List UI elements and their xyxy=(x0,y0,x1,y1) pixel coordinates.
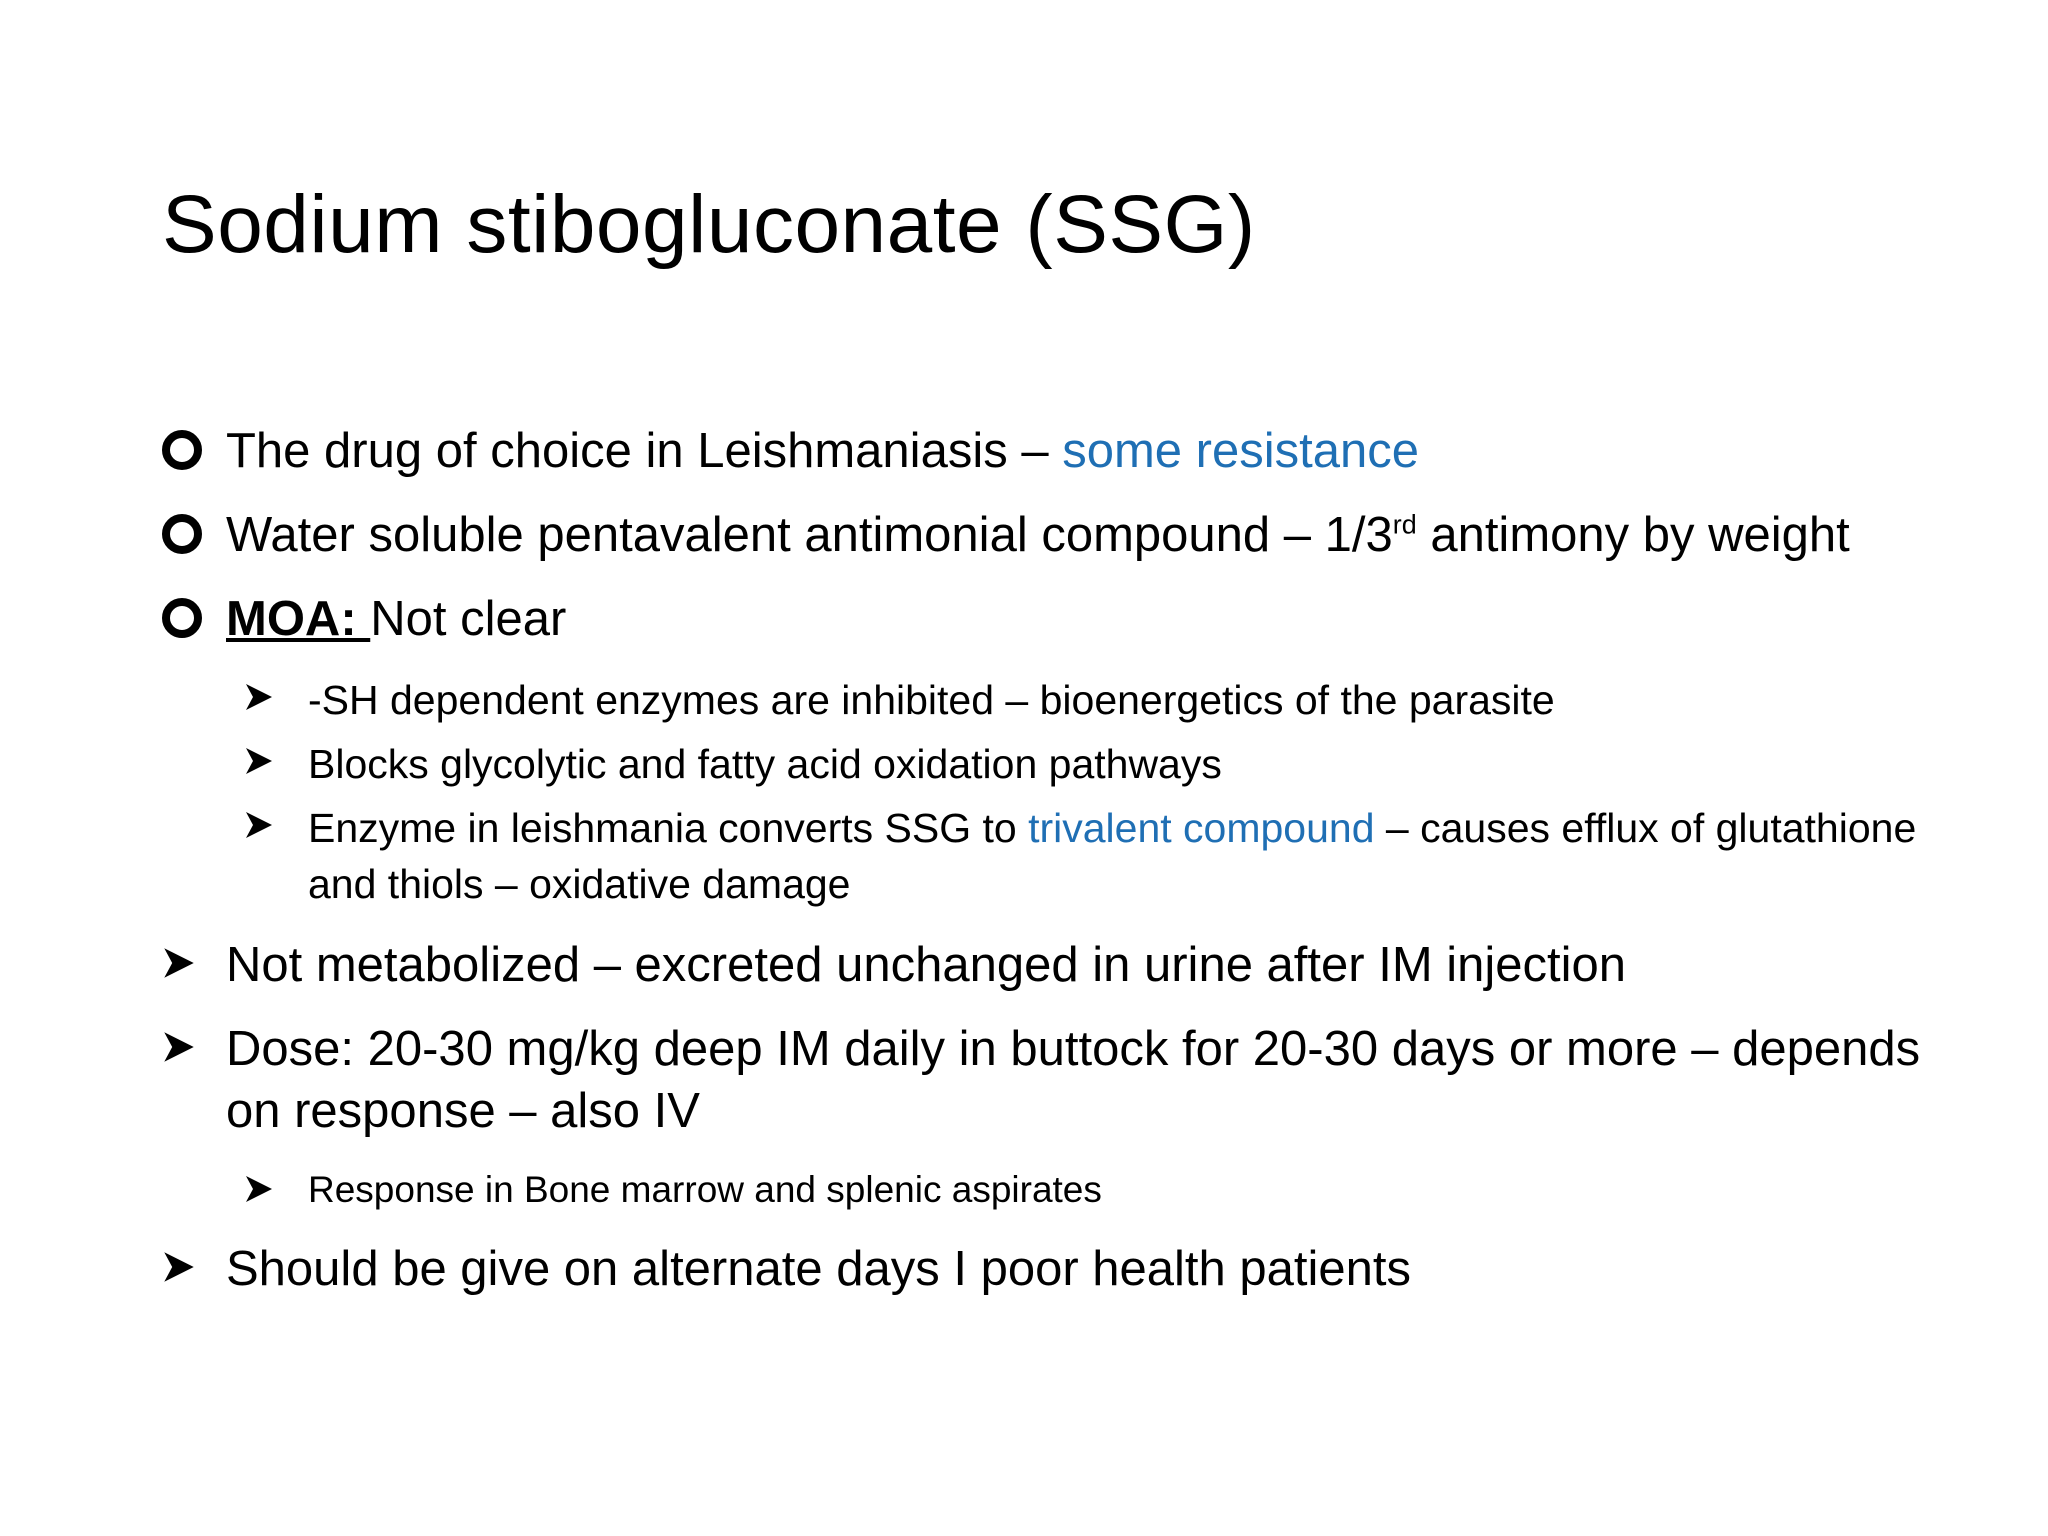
moa-label: MOA: xyxy=(226,592,371,646)
arrowhead-icon xyxy=(244,746,274,776)
sub-bullet-enzyme-converts xyxy=(244,800,1922,912)
slide-content xyxy=(162,420,1922,1322)
arrowhead-icon xyxy=(162,1250,196,1284)
arrowhead-icon xyxy=(244,1174,274,1204)
sub-bullet-response xyxy=(244,1164,1922,1216)
slide-title: Sodium stibogluconate (SSG) xyxy=(162,179,1256,270)
bullet-not-metabolized xyxy=(162,934,1922,996)
circle-outline-icon xyxy=(162,430,202,470)
sub-bullet-text: Response in Bone marrow and splenic aspirates xyxy=(308,1169,1102,1210)
arrowhead-icon xyxy=(162,946,196,980)
arrowhead-icon xyxy=(162,1030,196,1064)
sub-bullet-highlight: trivalent compound xyxy=(1028,805,1375,851)
circle-outline-icon xyxy=(162,598,202,638)
bullet-text: Should be give on alternate days I poor health patients xyxy=(226,1242,1411,1296)
bullet-water-soluble xyxy=(162,504,1922,566)
bullet-text: Water soluble pentavalent antimonial compound – 1/3 xyxy=(226,508,1393,562)
bullet-text: Not clear xyxy=(370,592,567,646)
superscript: rd xyxy=(1392,509,1417,540)
bullet-text: The drug of choice in Leishmaniasis – xyxy=(226,424,1063,478)
arrowhead-icon xyxy=(244,682,274,712)
bullet-text: Dose: 20-30 mg/kg deep IM daily in buttock for 20-30 days or more – depends on response – also IV xyxy=(226,1022,1921,1138)
sub-bullet-text: -SH dependent enzymes are inhibited – bioenergetics of the parasite xyxy=(308,677,1555,723)
sub-bullet-glycolytic xyxy=(244,736,1922,792)
bullet-dose xyxy=(162,1018,1922,1142)
arrowhead-icon xyxy=(244,810,274,840)
sub-bullet-text: Blocks glycolytic and fatty acid oxidation pathways xyxy=(308,741,1222,787)
bullet-drug-of-choice xyxy=(162,420,1922,482)
sub-bullet-sh-enzymes xyxy=(244,672,1922,728)
bullet-text: Not metabolized – excreted unchanged in urine after IM injection xyxy=(226,938,1627,992)
bullet-highlight: some resistance xyxy=(1062,424,1419,478)
sub-bullet-text: Enzyme in leishmania converts SSG to xyxy=(308,805,1029,851)
bullet-moa xyxy=(162,588,1922,650)
bullet-alternate-days xyxy=(162,1238,1922,1300)
bullet-text-cont: antimony by weight xyxy=(1416,508,1850,562)
circle-outline-icon xyxy=(162,514,202,554)
sub-bullet-text-cont: – causes efflux of glutathione and thiols – oxidative damage xyxy=(308,805,1917,907)
